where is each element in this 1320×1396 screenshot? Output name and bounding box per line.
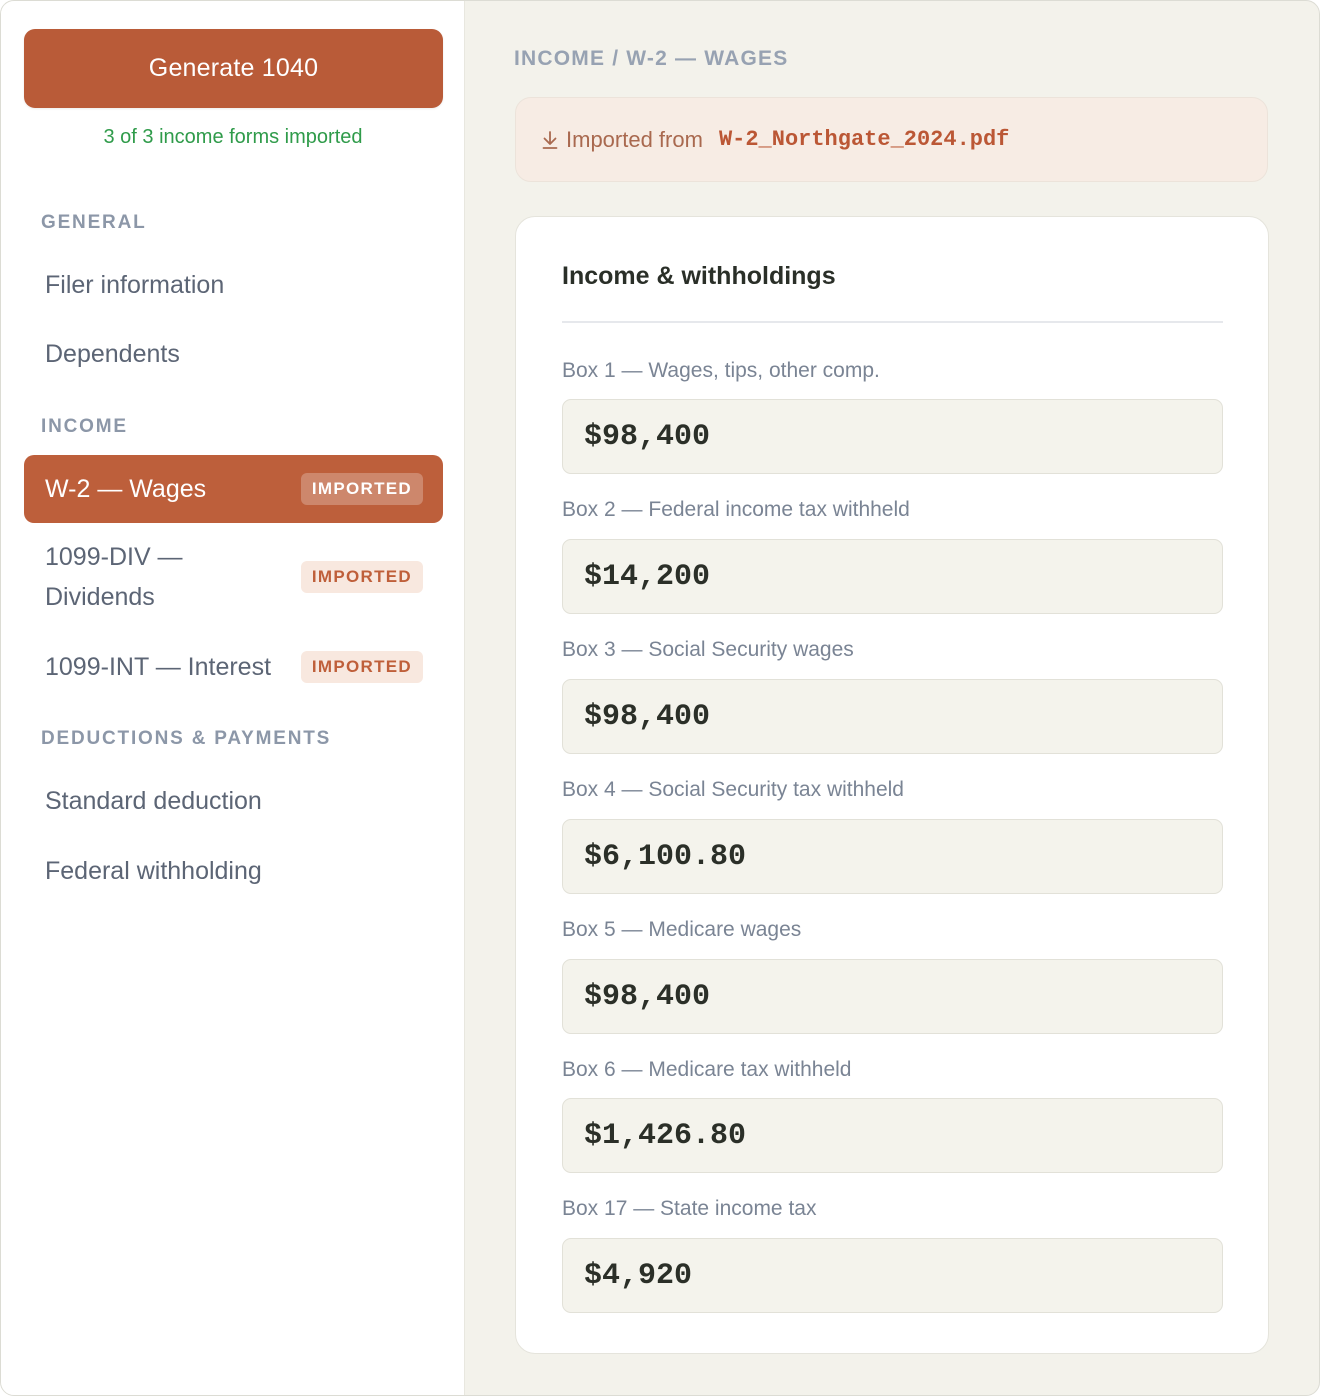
generate-1040-button[interactable]: Generate 1040 — [24, 29, 443, 108]
sidebar-item-1099-div[interactable] — [24, 537, 443, 617]
import-banner-label: Imported from — [566, 126, 703, 152]
section-label-deductions: DEDUCTIONS & PAYMENTS — [41, 728, 332, 749]
box-3-input[interactable]: $98,400 — [562, 679, 1223, 754]
income-withholdings-card — [515, 216, 1269, 1354]
sidebar-item-label: Dependents — [45, 340, 180, 368]
sidebar-item-label: 1099-INT — Interest — [45, 653, 272, 681]
status-badge: IMPORTED — [301, 651, 423, 683]
box-3-label: Box 3 — Social Security wages — [562, 638, 854, 661]
box-6-label: Box 6 — Medicare tax withheld — [562, 1058, 852, 1081]
section-label-general: GENERAL — [41, 212, 147, 233]
sidebar-item-label-line1: 1099-DIV — — [45, 543, 183, 571]
sidebar-item-federal-withholding[interactable] — [24, 851, 443, 891]
section-label-income: INCOME — [41, 416, 128, 437]
box-4-label: Box 4 — Social Security tax withheld — [562, 778, 904, 801]
box-2-label: Box 2 — Federal income tax withheld — [562, 498, 910, 521]
main-content — [465, 1, 1319, 1395]
box-5-input[interactable]: $98,400 — [562, 959, 1223, 1034]
box-2-input[interactable]: $14,200 — [562, 539, 1223, 614]
download-icon — [540, 129, 560, 151]
sidebar-item-w2-wages[interactable] — [24, 455, 443, 523]
status-badge: IMPORTED — [301, 561, 423, 593]
status-badge: IMPORTED — [301, 473, 423, 505]
sidebar-item-standard-deduction[interactable] — [24, 781, 443, 821]
box-1-label: Box 1 — Wages, tips, other comp. — [562, 359, 880, 382]
sidebar — [1, 1, 465, 1395]
box-17-label: Box 17 — State income tax — [562, 1197, 817, 1220]
sidebar-item-label: W-2 — Wages — [45, 475, 207, 503]
breadcrumb: INCOME / W-2 — WAGES — [514, 47, 789, 70]
sidebar-item-label-line2: Dividends — [45, 583, 155, 611]
box-4-input[interactable]: $6,100.80 — [562, 819, 1223, 894]
sidebar-item-dependents[interactable] — [24, 334, 443, 374]
box-5-label: Box 5 — Medicare wages — [562, 918, 802, 941]
sidebar-item-label: Federal withholding — [45, 857, 262, 885]
divider — [562, 321, 1223, 323]
import-status: 3 of 3 income forms imported — [103, 126, 363, 148]
box-17-input[interactable]: $4,920 — [562, 1238, 1223, 1313]
box-1-input[interactable]: $98,400 — [562, 399, 1223, 474]
import-banner — [515, 97, 1268, 182]
card-title: Income & withholdings — [562, 262, 836, 290]
box-6-input[interactable]: $1,426.80 — [562, 1098, 1223, 1173]
sidebar-item-label: Filer information — [45, 271, 225, 299]
sidebar-item-label: Standard deduction — [45, 787, 262, 815]
import-filename[interactable]: W-2_Northgate_2024.pdf — [718, 127, 1010, 152]
sidebar-item-filer-information[interactable] — [24, 265, 443, 305]
sidebar-item-1099-int[interactable] — [24, 647, 443, 687]
sidebar-item-label — [45, 537, 301, 617]
